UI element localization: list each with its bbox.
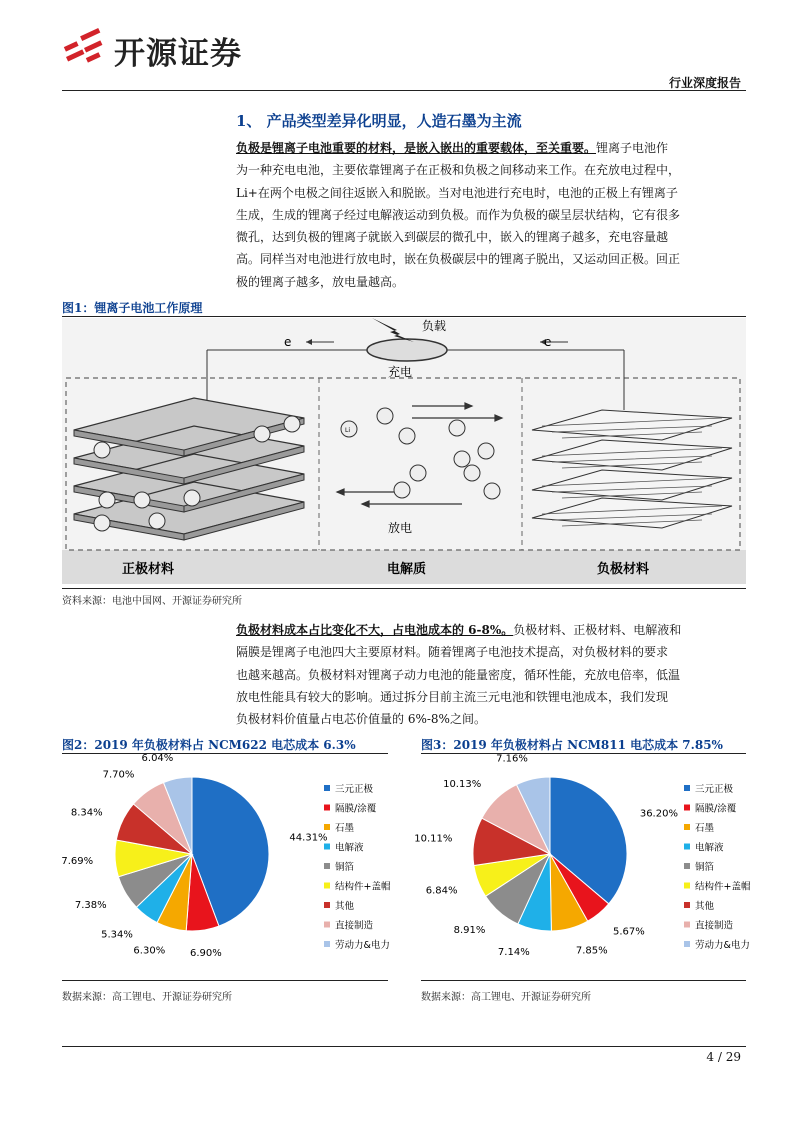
legend-swatch [684, 883, 690, 889]
paragraph-1 [236, 137, 746, 293]
para2-line: 负极材料、正极材料、电解液和 [513, 623, 682, 637]
discharge-label: 放电 [388, 521, 413, 535]
charge-label: 充电 [388, 365, 413, 379]
legend-label: 电解液 [335, 842, 364, 854]
pie-data-label: 7.85% [575, 945, 608, 957]
legend-swatch [324, 922, 330, 928]
pie-data-label: 10.13% [443, 778, 482, 790]
legend-label: 其他 [335, 901, 355, 912]
pie-chart-ncm811 [414, 753, 751, 978]
page-number: 4 / 29 [706, 1050, 741, 1064]
pie-data-label: 6.30% [133, 945, 166, 957]
legend-label: 石墨 [335, 823, 355, 834]
legend-label: 隔膜/涂覆 [695, 803, 737, 815]
legend-label: 直接制造 [695, 920, 734, 932]
electrolyte-label: 电解质 [387, 562, 427, 577]
para1-line: 高。同样当对电池进行放电时，嵌在负极碳层中的锂离子脱出，又运动回正极。回正 [236, 252, 681, 267]
para2-line: 也越来越高。负极材料对锂离子动力电池的能量密度，循环性能，充放电倍率，低温 [236, 667, 681, 682]
legend-label: 三元正极 [695, 784, 734, 795]
header-divider [62, 90, 746, 91]
pie-data-label: 7.14% [497, 946, 530, 958]
legend-swatch [684, 902, 690, 908]
battery-diagram [62, 318, 746, 584]
legend-swatch [324, 824, 330, 830]
figure2-top-rule [62, 753, 388, 754]
figure1-top-rule [62, 316, 746, 317]
legend-swatch [684, 922, 690, 928]
legend-label: 隔膜/涂覆 [335, 803, 377, 815]
legend-swatch [324, 785, 330, 791]
logo-icon [62, 22, 108, 66]
para1-line: 生成，生成的锂离子经过电解液运动到负极。而作为负极的碳呈层状结构，它有很多 [236, 207, 681, 222]
figure1-bottom-rule [62, 588, 746, 589]
pie-chart-ncm622 [61, 752, 391, 978]
legend-swatch [324, 863, 330, 869]
pie-data-label: 36.20% [639, 808, 678, 820]
legend-label: 劳动力&电力 [335, 940, 390, 951]
load-label: 负载 [422, 319, 447, 333]
legend-swatch [684, 941, 690, 947]
pie-svg [61, 752, 391, 978]
paragraph-2-bold: 负极材料成本占比变化不大，占电池成本的 6-8%。 [236, 623, 514, 637]
pie-data-label: 8.91% [453, 925, 486, 937]
para1-line: 极的锂离子越多，放电量越高。 [236, 274, 405, 289]
li-ion-label: Li [345, 427, 351, 434]
legend-swatch [684, 785, 690, 791]
legend-label: 石墨 [695, 823, 715, 834]
figure1-title: 图1：锂离子电池工作原理 [62, 301, 203, 315]
report-type: 行业深度报告 [668, 76, 741, 90]
legend-swatch [324, 844, 330, 850]
section-heading: 1、 产品类型差异化明显，人造石墨为主流 [236, 112, 522, 130]
legend-label: 电解液 [695, 842, 724, 854]
battery-diagram-svg [62, 318, 746, 584]
legend-swatch [324, 883, 330, 889]
pie-data-label: 7.16% [496, 753, 528, 765]
para1-line: 为一种充电电池，主要依靠锂离子在正极和负极之间移动来工作。在充放电过程中， [236, 163, 681, 178]
pie-data-label: 6.90% [189, 948, 222, 960]
cathode-label: 正极材料 [122, 562, 175, 577]
para1-line: 微孔，达到负极的锂离子就嵌入到碳层的微孔中，嵌入的锂离子越多，充电容量越 [236, 230, 669, 245]
brand-logo [62, 22, 108, 66]
figure3-title: 图3：2019 年负极材料占 NCM811 电芯成本 7.85% [421, 738, 723, 752]
para1-line: Li+在两个电极之间往返嵌入和脱嵌。当对电池进行充电时，电池的正极上有锂离子 [236, 185, 678, 200]
figure2-title: 图2：2019 年负极材料占 NCM622 电芯成本 6.3% [62, 738, 356, 752]
legend-label: 结构件+盖帽 [335, 881, 391, 893]
legend-swatch [324, 805, 330, 811]
pie-data-label: 6.84% [425, 885, 458, 897]
figure3-source: 数据来源：高工锂电、开源证券研究所 [421, 992, 591, 1003]
pie-data-label: 6.04% [141, 752, 174, 764]
legend-swatch [324, 941, 330, 947]
legend-swatch [684, 863, 690, 869]
footer-divider [62, 1046, 746, 1047]
pie-svg [414, 753, 751, 978]
figure2-bottom-rule [62, 980, 388, 981]
legend-swatch [684, 844, 690, 850]
figure2-source: 数据来源：高工锂电、开源证券研究所 [62, 992, 232, 1003]
para2-line: 隔膜是锂离子电池四大主要原材料。随着锂离子电池技术提高，对负极材料的要求 [236, 645, 669, 660]
figure3-top-rule [421, 753, 746, 754]
pie-data-label: 7.70% [102, 769, 135, 781]
paragraph-2 [236, 619, 746, 730]
pie-data-label: 10.11% [414, 833, 453, 845]
legend-label: 直接制造 [335, 920, 374, 932]
electron-right-label: e [544, 335, 552, 349]
pie-data-label: 7.38% [74, 900, 107, 912]
legend-swatch [324, 902, 330, 908]
legend-swatch [684, 824, 690, 830]
pie-data-label: 44.31% [289, 832, 328, 844]
legend-label: 铜箔 [695, 862, 715, 873]
pie-data-label: 8.34% [70, 807, 103, 819]
pie-data-label: 7.69% [61, 855, 94, 867]
pie-data-label: 5.34% [101, 929, 133, 941]
legend-label: 铜箔 [335, 862, 355, 873]
paragraph-1-bold: 负极是锂离子电池重要的材料，是嵌入嵌出的重要载体，至关重要。 [236, 141, 597, 155]
para1-line: 锂离子电池作 [596, 141, 669, 155]
anode-label: 负极材料 [597, 562, 650, 577]
legend-label: 劳动力&电力 [695, 940, 750, 951]
pie-data-label: 5.67% [612, 926, 645, 938]
brand-name: 开源证券 [114, 36, 242, 72]
para2-line: 负极材料价值量占电芯价值量的 6%-8%之间。 [236, 712, 486, 727]
legend-label: 三元正极 [335, 784, 374, 795]
figure1-source: 资料来源：电池中国网、开源证券研究所 [62, 596, 242, 607]
legend-swatch [684, 805, 690, 811]
figure3-bottom-rule [421, 980, 746, 981]
electron-left-label: e [284, 335, 292, 349]
para2-line: 放电性能具有较大的影响。通过拆分目前主流三元电池和铁锂电池成本，我们发现 [236, 689, 669, 704]
legend-label: 结构件+盖帽 [695, 881, 751, 893]
legend-label: 其他 [695, 901, 715, 912]
